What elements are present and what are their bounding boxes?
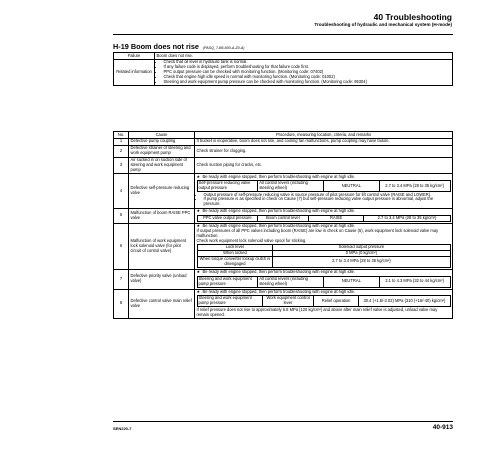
row-cause: Defective self-pressure reducing valve: [129, 174, 195, 208]
solenoid-value: 2.7 to 3.4 MPa {28 to 35 kg/cm²}: [273, 257, 450, 268]
related-info-row: [114, 59, 453, 86]
measure-state: Relief operation: [313, 296, 359, 307]
solenoid-row: [197, 257, 450, 268]
page-title: [113, 42, 244, 51]
measurement-row: [197, 181, 450, 192]
measurement-table: [197, 295, 451, 307]
failure-text: Boom does not rise.: [155, 53, 453, 60]
measure-condition: Boom control lever: [258, 215, 309, 221]
list-item: • If pump pressure is as specified in check on Cause (7) but self-pressure reducing valve output pressure is abnormal, adjust the pressure.: [204, 197, 451, 207]
chapter-heading: 40 Troubleshooting: [373, 12, 452, 22]
list-item: • Check that oil level in hydraulic tank is normal.: [164, 60, 451, 65]
table-row: [114, 174, 453, 208]
related-label: Related information: [114, 59, 155, 86]
measure-state: NEUTRAL: [323, 276, 379, 287]
solenoid-header-pressure: Solenoid output pressure: [273, 245, 450, 251]
measurement-row: [197, 215, 450, 221]
measurement-row: [197, 296, 450, 307]
row-no: 8: [114, 289, 129, 319]
row-procedure: If bucket is inoperative, boom does not rise, and cooling fan malfunctions, pump coupling may have failure.: [195, 138, 453, 145]
star-note-list: [197, 290, 451, 295]
row-cause: Defective priority valve (unload valve): [129, 269, 195, 289]
procedure-note: Check work equipment lock solenoid valve spool for sticking.: [196, 237, 307, 243]
title-text: H-19 Boom does not rise: [113, 42, 199, 51]
row-procedure: [195, 208, 453, 223]
table-row: [114, 157, 453, 174]
table-header-row: [114, 132, 453, 139]
row-cause: Malfunction of boom RAISE PPC valve: [129, 208, 195, 223]
row-cause: Air sucked in on suction side of steering and work equipment pump: [129, 157, 195, 174]
list-item: • Output pressure of self-pressure reducing valve is source pressure of pilot pressure for lift control valve (RAISE and LOWER).: [204, 193, 451, 198]
measurement-row: [197, 276, 450, 287]
row-no: 6: [114, 223, 129, 269]
measure-standard: 30.4 (+1.5/-3.02) MPa {310 (+16/-40) kg/cm²}: [359, 296, 450, 307]
measure-item: Self-pressure reducing valve output pressure: [197, 181, 258, 192]
measure-item: PPC valve output pressure: [197, 215, 258, 221]
measure-condition: All control levers (including steering wheel): [258, 181, 324, 192]
table-row: [114, 208, 453, 223]
measure-state: RAISE: [308, 215, 364, 221]
row-cause: Defective control valve main relief valve: [129, 289, 195, 319]
row-procedure: Check strainer for clogging.: [195, 145, 453, 157]
row-cause: Defective pump coupling: [129, 138, 195, 145]
list-item: • PPC output pressure can be checked with monitoring function. (Monitoring code: 07402): [164, 70, 451, 75]
row-no: 2: [114, 145, 129, 157]
table-row: [114, 289, 453, 319]
header-cause: Cause: [129, 132, 195, 139]
measurement-table: [197, 180, 451, 192]
measure-standard: 2.7 to 3.4 MPa {28 to 35 kg/cm²}: [379, 181, 450, 192]
list-item: • Steering and work equipment pump pressure can be checked with monitoring function. (Monitoring code: 95304): [164, 80, 451, 85]
title-code: (PASQ_7-B6-600-A-Z0-A): [202, 46, 245, 50]
solenoid-condition: When torque converter lockup clutch is disengaged: [197, 257, 273, 268]
remarks-list: [197, 193, 451, 208]
star-note: ★ Be ready with engine stopped, then perform troubleshooting with engine at high idle.: [203, 209, 451, 214]
star-note: ★ Be ready with engine stopped, then perform troubleshooting with engine at high idle.: [203, 270, 451, 275]
table-row: [114, 138, 453, 145]
solenoid-header-lever: Lock lever: [197, 245, 273, 251]
solenoid-condition: When locked: [197, 251, 273, 257]
row-procedure: [195, 174, 453, 208]
row-procedure: [195, 269, 453, 289]
row-no: 4: [114, 174, 129, 208]
failure-info-table: [113, 52, 453, 86]
measure-state: NEUTRAL: [323, 181, 379, 192]
list-item: • If any failure code is displayed, perform troubleshooting for that failure code first.: [164, 65, 451, 70]
table-row: [114, 269, 453, 289]
star-note-list: [197, 224, 451, 229]
header-rule: [113, 34, 453, 35]
measure-item: Steering and work equipment pump pressure: [197, 296, 263, 307]
related-info-list: [157, 60, 451, 85]
star-note-list: [197, 209, 451, 214]
star-note: ★ Be ready with engine stopped, then perform troubleshooting with engine at high idle.: [203, 175, 451, 180]
measurement-table: [197, 215, 451, 222]
related-info-cell: [155, 59, 453, 86]
star-note-list: [197, 175, 451, 180]
solenoid-table: [197, 244, 451, 268]
procedure-note: If output pressures of all PPC valves including boom (RAISE) are low in check on Cause (5), work equipment lock solenoid valve may malfunction.: [196, 228, 439, 238]
star-note: ★ Be ready with engine stopped, then perform troubleshooting with engine at high idle.: [203, 224, 451, 229]
header-procedure: Procedure, measuring location, criteria, and remarks: [195, 132, 453, 139]
procedure-note: If relief pressure does not rise to approximately 6.8 MPa {120 kg/cm²} and above after main relief valve is adjusted, unload valve may remain opened.: [196, 306, 438, 317]
footer-rule: [113, 421, 453, 422]
solenoid-value: 0 MPa {0 kg/cm²}: [273, 251, 450, 257]
measure-standard: 2.7 to 3.4 MPa {28 to 35 kg/cm²}: [364, 215, 450, 221]
row-cause: Defective strainer of steering and work equipment pump: [129, 145, 195, 157]
row-procedure: [195, 223, 453, 269]
measure-condition: All control levers (including steering wheel): [258, 276, 324, 287]
troubleshooting-table: [113, 131, 453, 319]
row-no: 3: [114, 157, 129, 174]
star-note-list: [197, 270, 451, 275]
measure-item: Steering and work equipment pump pressure: [197, 276, 258, 287]
table-row: [114, 223, 453, 269]
header-no: No.: [114, 132, 129, 139]
row-cause: Malfunction of work equipment lock solenoid valve (for pilot circuit of control valve): [129, 223, 195, 269]
measurement-table: [197, 276, 451, 288]
measure-standard: 3.1 to 4.3 MPa {32 to 44 kg/cm²}: [379, 276, 450, 287]
failure-row: [114, 53, 453, 60]
failure-label: Failure: [114, 53, 155, 60]
footer-model-code: SEN220-7: [113, 426, 132, 431]
row-no: 7: [114, 269, 129, 289]
row-no: 5: [114, 208, 129, 223]
row-no: 1: [114, 138, 129, 145]
row-procedure: [195, 289, 453, 319]
row-procedure: Check suction piping for cracks, etc.: [195, 157, 453, 174]
star-note: ★ Be ready with engine stopped, then perform troubleshooting with engine at high idle.: [203, 290, 451, 295]
footer-page-number: 40-913: [432, 424, 453, 431]
table-row: [114, 145, 453, 157]
section-subtitle: Troubleshooting of hydraulic and mechanical system (H-mode): [314, 22, 452, 27]
measure-condition: Work equipment control lever: [263, 296, 314, 307]
list-item: • Check that engine high idle speed is normal with monitoring function. (Monitoring code: 01002): [164, 75, 451, 80]
